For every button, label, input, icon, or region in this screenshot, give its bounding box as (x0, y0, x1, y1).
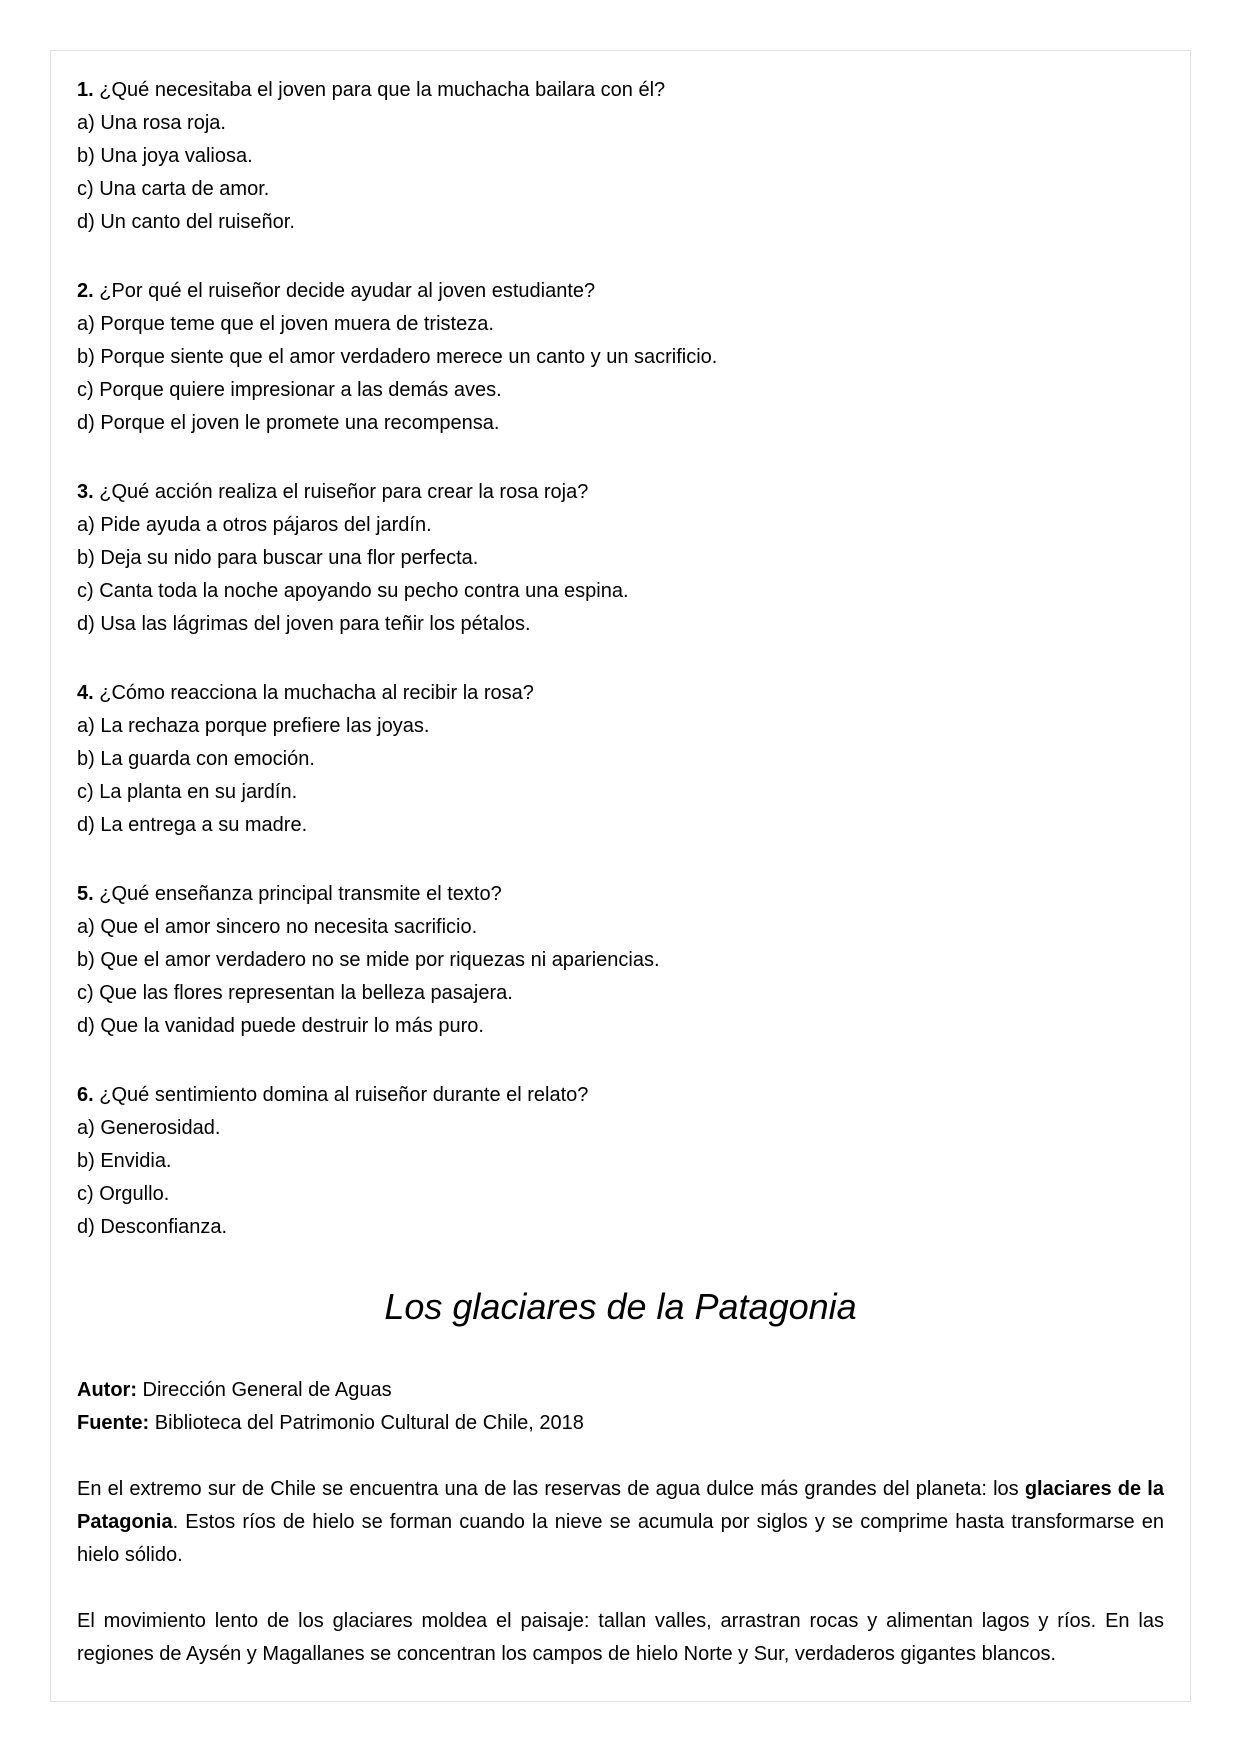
question-3-option-b: b) Deja su nido para buscar una flor perfecta. (77, 547, 479, 569)
source-line (77, 1407, 1164, 1440)
paragraph-1-post: . Estos ríos de hielo se forman cuando la nieve se acumula por siglos y se comprime hasta transformarse en hielo sólido. (77, 1511, 1164, 1566)
question-5-text: ¿Qué enseñanza principal transmite el texto? (99, 883, 502, 905)
question-5-number: 5. (77, 883, 94, 905)
question-block-6 (77, 1079, 1164, 1244)
question-1-option-c: c) Una carta de amor. (77, 178, 270, 200)
question-5-option-c: c) Que las flores representan la belleza pasajera. (77, 982, 513, 1004)
author-value: Dirección General de Aguas (142, 1379, 392, 1401)
source-value: Biblioteca del Patrimonio Cultural de Chile, 2018 (154, 1412, 584, 1434)
question-3 (77, 476, 1164, 509)
question-3-option-c: c) Canta toda la noche apoyando su pecho contra una espina. (77, 580, 629, 602)
question-4-option-a: a) La rechaza porque prefiere las joyas. (77, 715, 430, 737)
question-6-option-c: c) Orgullo. (77, 1183, 170, 1205)
question-3-option-a: a) Pide ayuda a otros pájaros del jardín. (77, 514, 432, 536)
reading-meta (77, 1374, 1164, 1440)
paragraph-1-bold: glaciares de la Patagonia (77, 1478, 1164, 1533)
question-6-option-d: d) Desconfianza. (77, 1216, 228, 1238)
question-2-option-c: c) Porque quiere impresionar a las demás aves. (77, 379, 502, 401)
question-2-option-b: b) Porque siente que el amor verdadero merece un canto y un sacrificio. (77, 346, 718, 368)
question-4-text: ¿Cómo reacciona la muchacha al recibir la rosa? (99, 682, 534, 704)
question-block-5 (77, 878, 1164, 1043)
question-1-option-d: d) Un canto del ruiseñor. (77, 211, 295, 233)
question-5 (77, 878, 1164, 911)
question-4-option-d: d) La entrega a su madre. (77, 814, 308, 836)
question-2-number: 2. (77, 280, 94, 302)
source-label: Fuente: (77, 1412, 150, 1434)
question-4 (77, 677, 1164, 710)
question-2-option-d: d) Porque el joven le promete una recompensa. (77, 412, 500, 434)
question-4-option-b: b) La guarda con emoción. (77, 748, 315, 770)
question-6-option-a: a) Generosidad. (77, 1117, 221, 1139)
question-5-option-b: b) Que el amor verdadero no se mide por riquezas ni apariencias. (77, 949, 660, 971)
question-1 (77, 74, 1164, 107)
author-label: Autor: (77, 1379, 137, 1401)
question-6-number: 6. (77, 1084, 94, 1106)
question-5-option-a: a) Que el amor sincero no necesita sacrificio. (77, 916, 478, 938)
question-block-4 (77, 677, 1164, 842)
question-block-3 (77, 476, 1164, 641)
reading-paragraph-2: El movimiento lento de los glaciares moldea el paisaje: tallan valles, arrastran rocas y alimentan lagos y ríos. En las regiones de Aysén y Magallanes se concentran los campos de hielo Norte y Sur, verdaderos gigantes blancos. (77, 1610, 1164, 1665)
question-block-2 (77, 275, 1164, 440)
question-1-option-a: a) Una rosa roja. (77, 112, 226, 134)
reading-paragraph-1 (77, 1473, 1164, 1572)
paragraph-1-pre: En el extremo sur de Chile se encuentra una de las reservas de agua dulce más grandes del planeta: los (77, 1478, 1025, 1500)
document-page (50, 50, 1191, 1702)
question-4-number: 4. (77, 682, 94, 704)
question-2 (77, 275, 1164, 308)
question-4-option-c: c) La planta en su jardín. (77, 781, 298, 803)
question-6-text: ¿Qué sentimiento domina al ruiseñor durante el relato? (99, 1084, 589, 1106)
reading-title: Los glaciares de la Patagonia (384, 1286, 857, 1327)
question-3-number: 3. (77, 481, 94, 503)
question-3-text: ¿Qué acción realiza el ruiseñor para crear la rosa roja? (99, 481, 589, 503)
question-2-text: ¿Por qué el ruiseñor decide ayudar al joven estudiante? (99, 280, 596, 302)
question-1-text: ¿Qué necesitaba el joven para que la muchacha bailara con él? (99, 79, 666, 101)
question-1-number: 1. (77, 79, 94, 101)
question-2-option-a: a) Porque teme que el joven muera de tristeza. (77, 313, 494, 335)
question-1-option-b: b) Una joya valiosa. (77, 145, 253, 167)
question-3-option-d: d) Usa las lágrimas del joven para teñir los pétalos. (77, 613, 531, 635)
author-line (77, 1374, 1164, 1407)
question-6 (77, 1079, 1164, 1112)
question-block-1 (77, 74, 1164, 239)
question-6-option-b: b) Envidia. (77, 1150, 172, 1172)
question-5-option-d: d) Que la vanidad puede destruir lo más puro. (77, 1015, 484, 1037)
